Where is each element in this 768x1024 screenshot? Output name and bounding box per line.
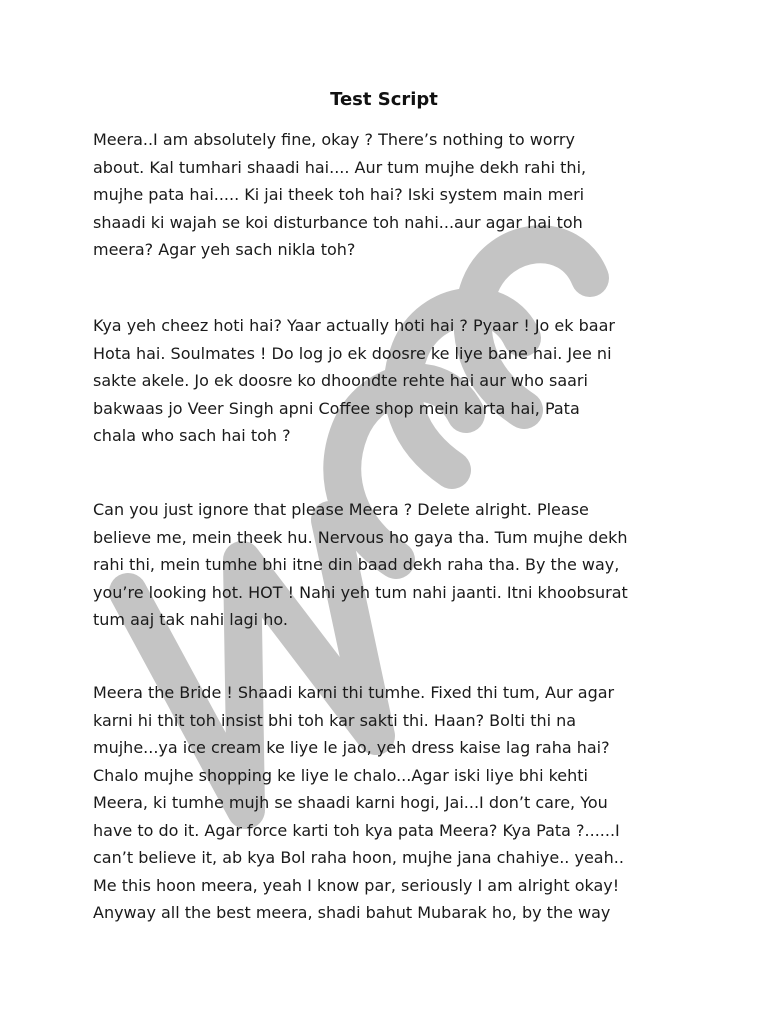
text-line: you’re looking hot. HOT ! Nahi yeh tum nahi jaanti. Itni khoobsurat — [93, 582, 628, 602]
text-line: Meera..I am absolutely fine, okay ? There’s nothing to worry — [93, 130, 575, 149]
text-line: mujhe pata hai..... Ki jai theek toh hai? Iski system main meri — [93, 185, 585, 204]
text-line: Meera the Bride ! Shaadi karni thi tumhe. Fixed thi tum, Aur agar — [93, 683, 615, 702]
text-line: Meera, ki tumhe mujh se shaadi karni hogi, Jai...I don’t care, You — [93, 793, 608, 812]
text-line: Kya yeh cheez hoti hai? Yaar actually hoti hai ? Pyaar ! Jo ek baar — [93, 316, 615, 335]
page-title: Test Script — [330, 89, 438, 110]
text-line: believe me, mein theek hu. Nervous ho gaya tha. Tum mujhe dekh — [93, 527, 628, 547]
text-line: bakwaas jo Veer Singh apni Coffee shop mein karta hai, Pata — [93, 398, 580, 418]
text-line: mujhe...ya ice cream ke liye le jao, yeh dress kaise lag raha hai? — [93, 738, 610, 757]
text-line: karni hi thit toh insist bhi toh kar sakti thi. Haan? Bolti thi na — [93, 710, 577, 730]
text-line: shaadi ki wajah se koi disturbance toh nahi...aur agar hai toh — [93, 212, 583, 232]
text-line: Hota hai. Soulmates ! Do log jo ek doosre ke liye bane hai. Jee ni — [93, 343, 612, 363]
text-line: Me this hoon meera, yeah I know par, seriously I am alright okay! — [93, 875, 620, 895]
text-line: can’t believe it, ab kya Bol raha hoon, mujhe jana chahiye.. yeah.. — [93, 848, 624, 867]
paragraph-4 — [93, 679, 683, 927]
text-line: Chalo mujhe shopping ke liye le chalo...Agar iski liye bhi kehti — [93, 765, 588, 785]
text-line: Anyway all the best meera, shadi bahut Mubarak ho, by the way — [93, 903, 611, 922]
paragraph-1 — [93, 126, 683, 264]
text-line: sakte akele. Jo ek doosre ko dhoondte rehte hai aur who saari — [93, 371, 588, 390]
text-line: rahi thi, mein tumhe bhi itne din baad dekh raha tha. By the way, — [93, 555, 620, 574]
text-line: have to do it. Agar force karti toh kya pata Meera? Kya Pata ?......I — [93, 820, 620, 840]
text-line: chala who sach hai toh ? — [93, 426, 291, 445]
paragraph-3 — [93, 496, 683, 634]
paragraph-2 — [93, 312, 683, 450]
text-line: tum aaj tak nahi lagi ho. — [93, 610, 288, 629]
text-line: about. Kal tumhari shaadi hai.... Aur tum mujhe dekh rahi thi, — [93, 157, 587, 177]
text-line: Can you just ignore that please Meera ? Delete alright. Please — [93, 500, 589, 519]
text-line: meera? Agar yeh sach nikla toh? — [93, 240, 356, 259]
